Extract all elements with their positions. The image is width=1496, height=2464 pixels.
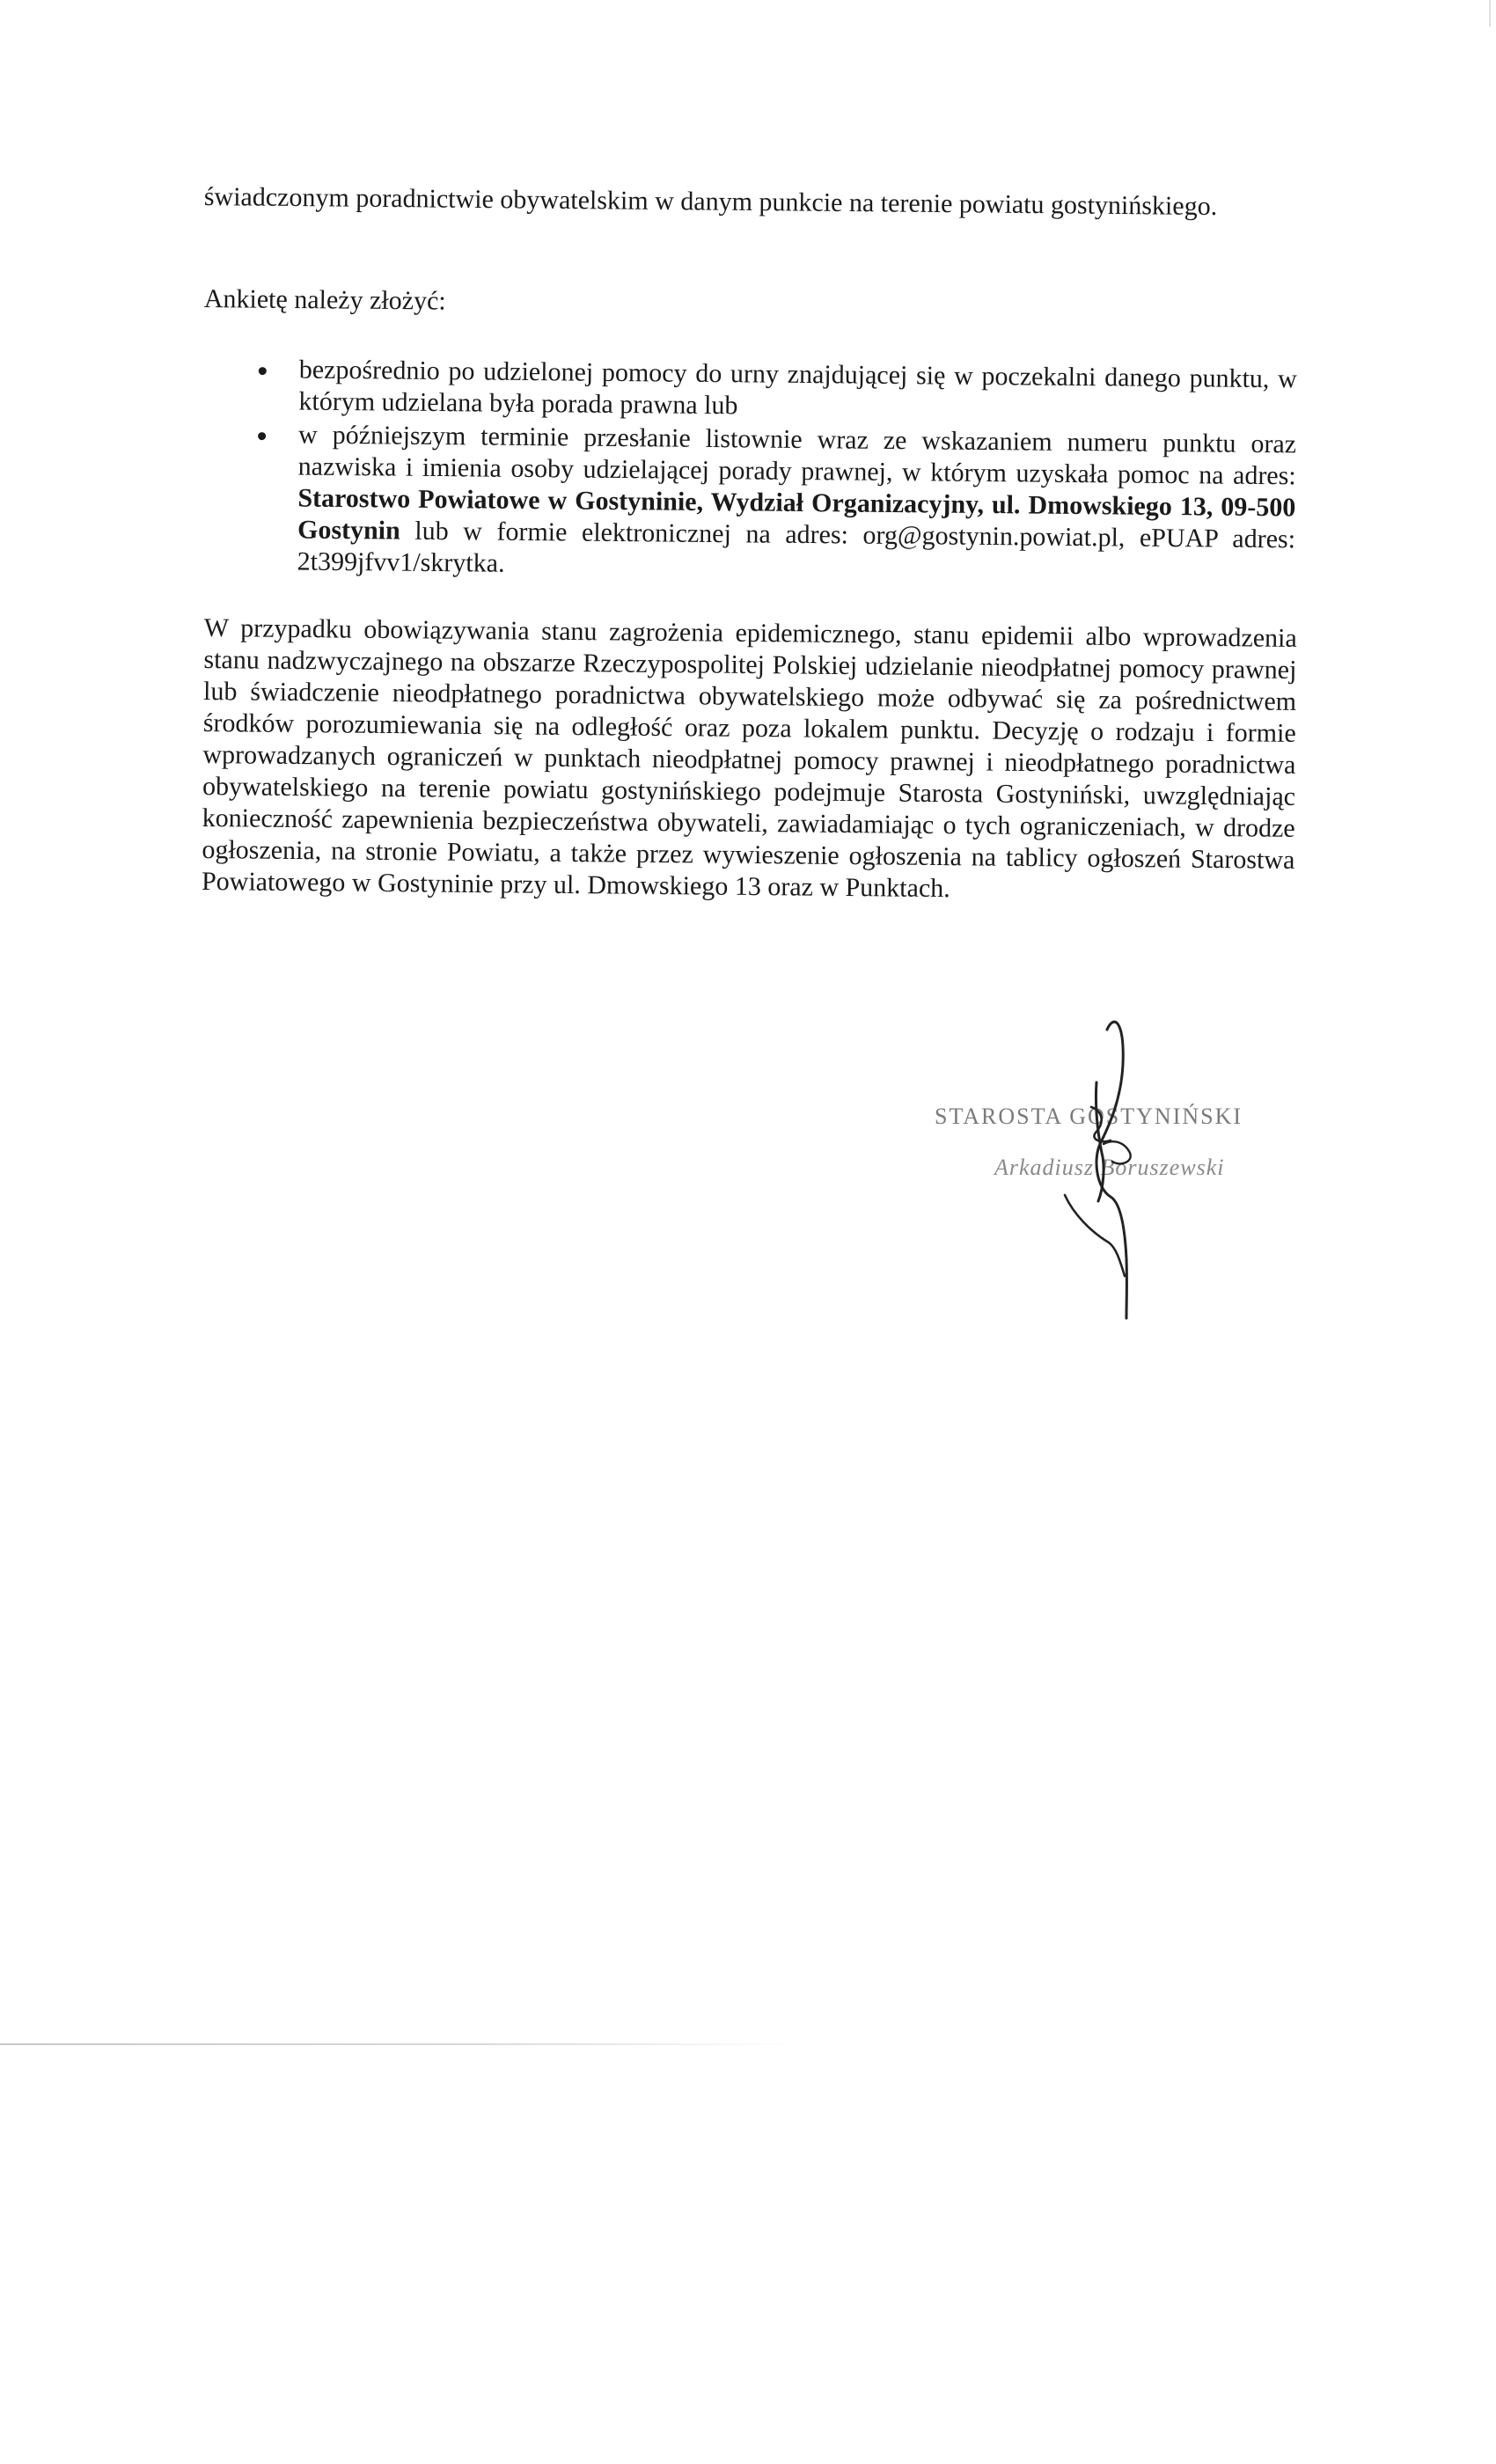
bullet-text-urn: bezpośrednio po udzielonej pomocy do urny znajdującej się w poczekalni danego punktu, w którym udzielana była porada prawna lub (298, 355, 1297, 421)
scan-divider (0, 2043, 792, 2045)
scan-edge-mark (1489, 0, 1491, 26)
office-address: Starostwo Powiatowe w Gostyninie, Wydział Organizacyjny, ul. Dmowskiego 13, 09-500 Gostynin (297, 483, 1296, 546)
signature-stamp (889, 1012, 1329, 1329)
list-item (254, 354, 1297, 427)
list-item (253, 419, 1297, 587)
handwritten-signature-icon (889, 1012, 1329, 1329)
survey-heading: Ankietę należy złożyć: (203, 283, 446, 316)
epidemic-paragraph: W przypadku obowiązywania stanu zagrożenia epidemicznego, stanu epidemii albo wprowadzenia stanu nadzwyczajnego na obszarze Rzeczypospolitej Polskiej udzielanie nieodpłatnej pomocy prawnej lub świadczenie nieodpłatnego poradnictwa obywatelskiego może odbywać się za pośrednictwem środków porozumiewania się na odległość oraz poza lokalem punktu. Decyzję o rodzaju i formie wprowadzanych ograniczeń w punktach nieodpłatnej pomocy prawnej i nieodpłatnego poradnictwa obywatelskiego na terenie powiatu gostynińskiego podejmuje Starosta Gostyniński, uwzględniając konieczność zapewnienia bezpieczeństwa obywateli, zawiadamiając o tych ograniczeniach, w drodze ogłoszenia, na stronie Powiatu, a także przez wywieszenie ogłoszenia na tablicy ogłoszeń Starostwa Powiatowego w Gostyninie przy ul. Dmowskiego 13 oraz w Punktach. (201, 612, 1297, 904)
stamp-name: Arkadiusz Boruszewski (994, 1155, 1225, 1180)
bullet-text-mail-before: w późniejszym terminie przesłanie listownie wraz ze wskazaniem numeru punktu oraz nazwiska i imienia osoby udzielającej porady prawnej, w którym uzyskała pomoc na adres: (297, 420, 1297, 491)
bullet-icon (258, 432, 266, 440)
stamp-title: STAROSTA GOSTYNIŃSKI (935, 1104, 1243, 1129)
bullet-icon (259, 367, 267, 375)
intro-paragraph: świadczonym poradnictwie obywatelskim w danym punkcie na terenie powiatu gostynińskiego. (203, 181, 1218, 222)
submission-list (253, 354, 1297, 589)
bullet-text-mail-after: lub w formie elektronicznej na adres: org@gostynin.powiat.pl, ePUAP adres: 2t399jfvv1/skrytka. (297, 516, 1296, 578)
